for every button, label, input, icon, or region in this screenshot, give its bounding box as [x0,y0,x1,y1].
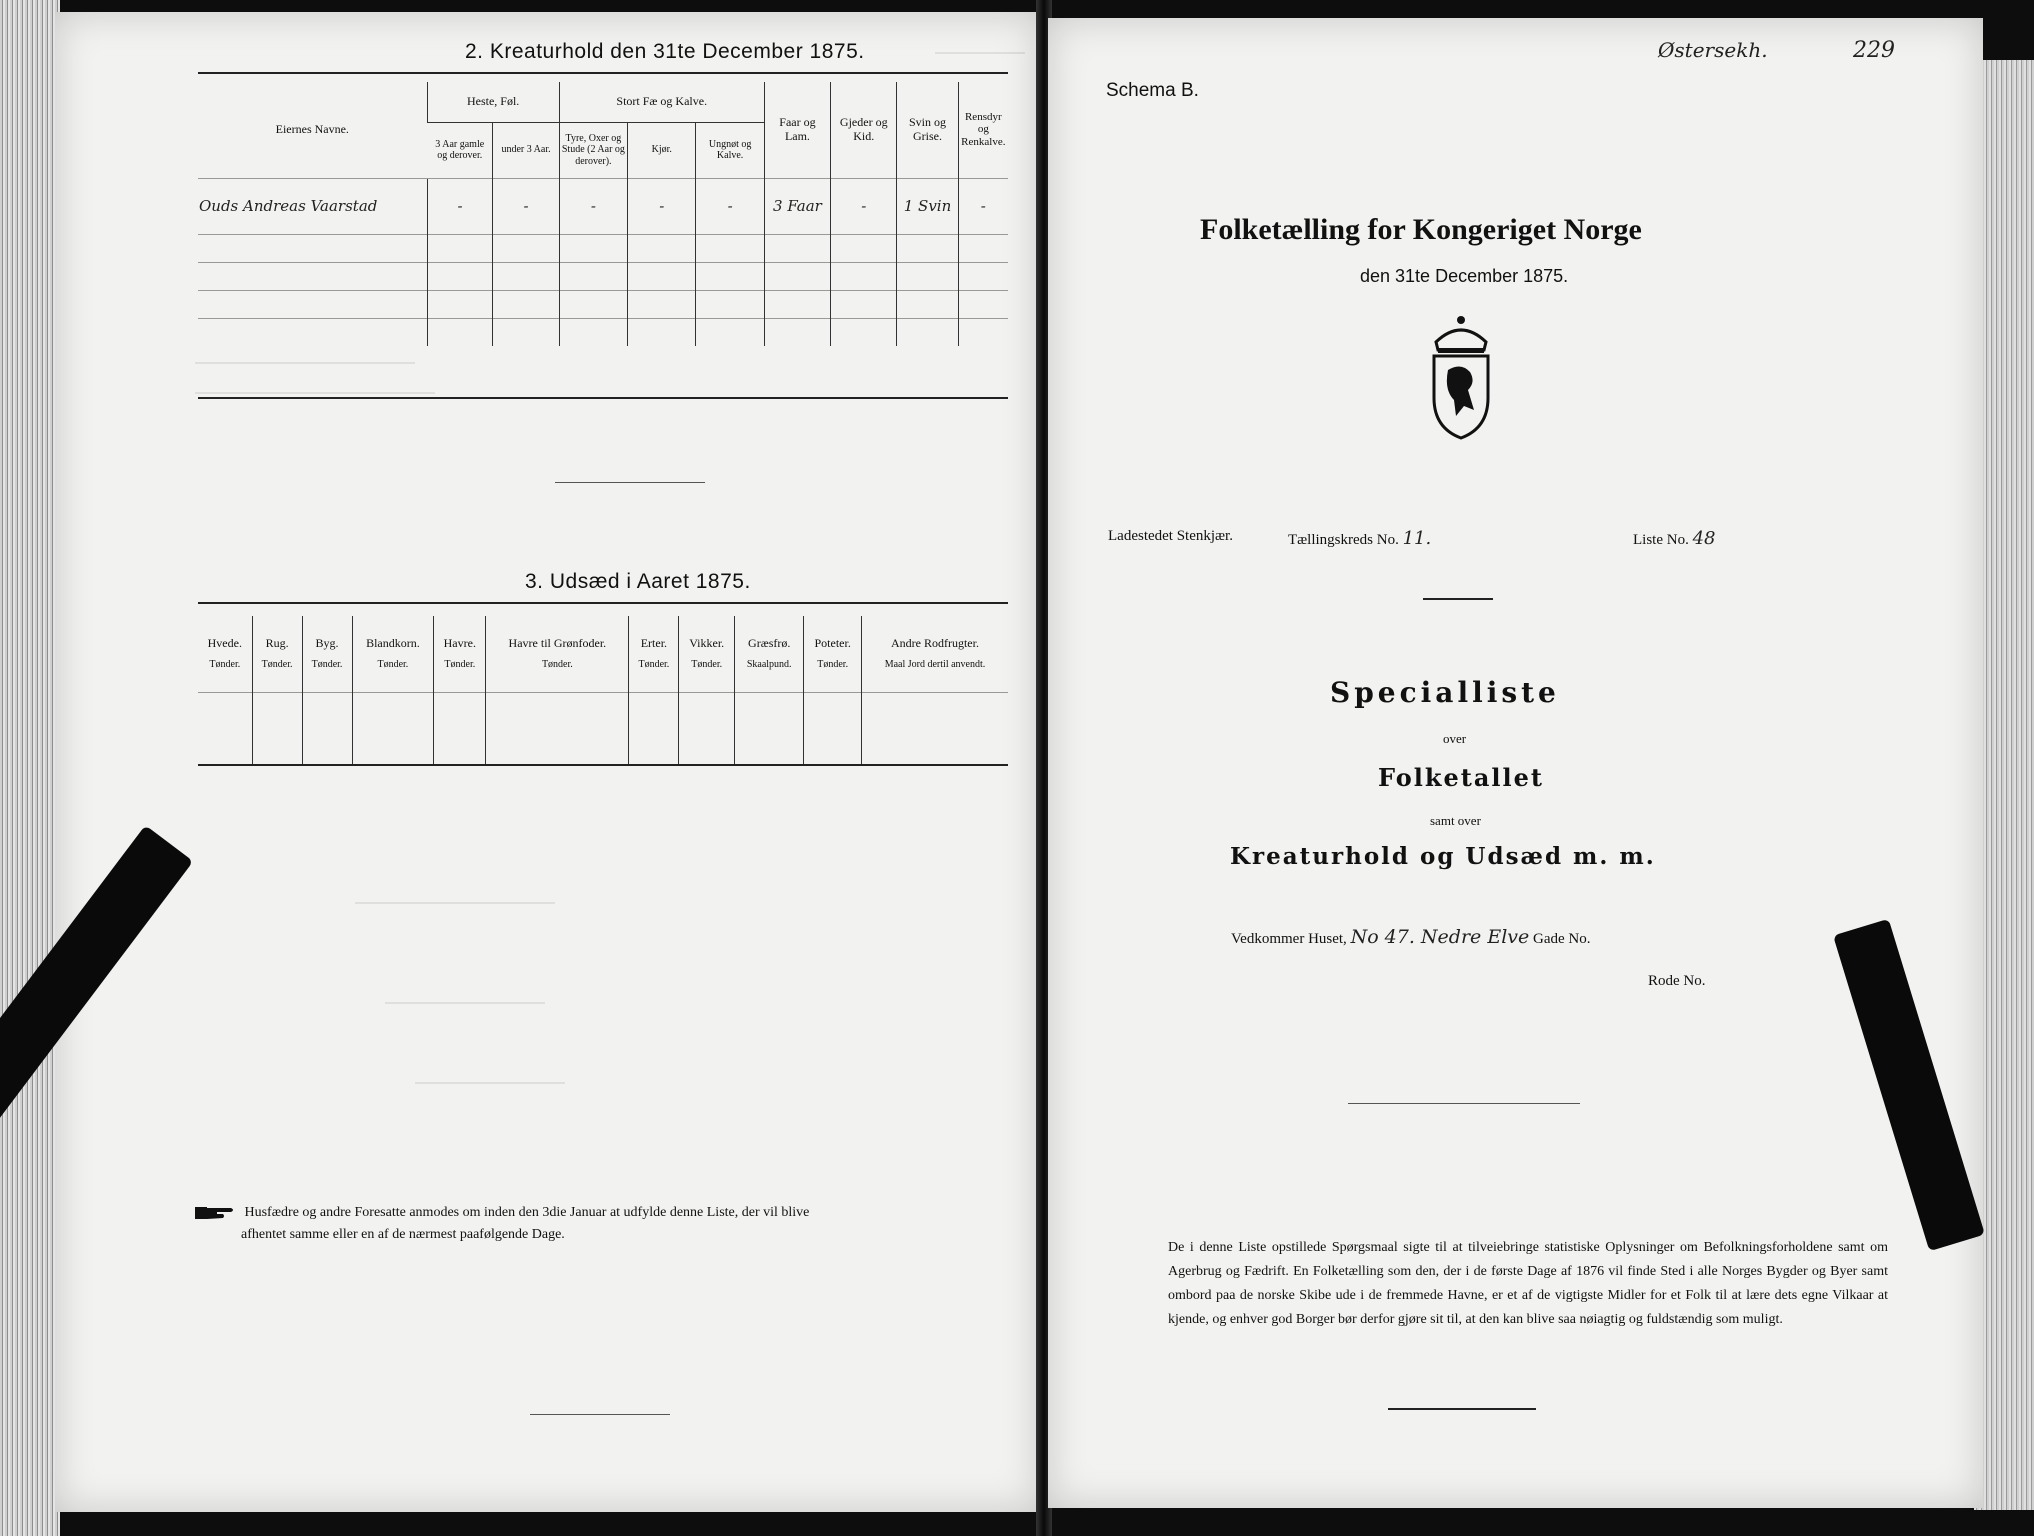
gjeder-header: Gjeder og Kid. [831,82,897,178]
cell: - [493,178,559,234]
sowing-header-name: Erter. [640,636,668,651]
book-edge-left [0,0,60,1536]
right-page [1048,18,1983,1508]
sowing-header [486,616,629,692]
pointing-hand-icon [195,1204,235,1222]
table-row [198,262,1008,290]
kreaturhold-title: Kreaturhold og Udsæd m. m. [1230,843,1656,870]
census-date: den 31te December 1875. [1360,266,1569,286]
over-text: over [1443,731,1467,746]
sowing-header-name: Græsfrø. [748,636,791,651]
table-row [198,178,1008,234]
table-row [198,318,1008,346]
faar-header: Faar og Lam. [764,82,830,178]
sowing-header-unit: Tønder. [691,658,723,670]
sowing-header [679,616,735,692]
sowing-header [302,616,352,692]
notice-line-2: afhentet samme eller en af de nærmest paafølgende Dage. [241,1227,565,1242]
sowing-header-unit: Tønder. [444,658,476,670]
sowing-header-name: Havre. [443,636,476,651]
ladested-label: Ladestedet [1108,528,1173,544]
samt-over-text: samt over [1430,813,1481,828]
book-edge-right [1974,60,2034,1510]
table-row [198,234,1008,262]
notice [195,1202,809,1246]
fae-sub2: Kjør. [628,122,696,178]
sowing-header-name: Blandkorn. [366,636,420,651]
sowing-cell [252,692,302,764]
table-row [198,290,1008,318]
section-2-title: 2. Kreaturhold den 31te December 1875. [465,40,865,63]
vedkommer-field [1231,926,1590,948]
sowing-header-unit: Skaalpund. [746,658,792,670]
cell: - [831,178,897,234]
sowing-cell [804,692,862,764]
sowing-header [629,616,679,692]
sowing-cell [629,692,679,764]
coat-of-arms-icon [1426,310,1496,440]
sowing-header-unit: Tønder. [261,658,293,670]
sowing-cell [198,692,252,764]
sowing-cell [735,692,804,764]
sowing-cell [486,692,629,764]
sowing-cell [434,692,486,764]
corner-note: Østersekh. [1658,38,1768,62]
sowing-cell [861,692,1008,764]
heste-sub2: under 3 Aar. [493,122,559,178]
gade-label: Gade No. [1533,931,1591,947]
fae-sub1: Tyre, Oxer og Stude (2 Aar og derover). [559,122,627,178]
schema-label: Schema B. [1106,80,1199,101]
sowing-table [198,616,1008,764]
ladested-value: Stenkjær. [1176,528,1233,544]
cell: - [958,178,1008,234]
left-page [55,12,1040,1512]
ladested-field [1108,528,1233,545]
sowing-header-unit: Tønder. [817,658,849,670]
sowing-header-unit: Tønder. [311,658,343,670]
cell: - [559,178,627,234]
svin-header: Svin og Grise. [897,82,958,178]
svin-cell: 1 Svin [897,178,958,234]
folketallet-title: Folketallet [1378,763,1544,792]
liste-field [1633,528,1715,549]
sowing-header-name: Rug. [265,636,289,651]
liste-value: 48 [1692,528,1716,549]
specialliste-title: Specialliste [1330,676,1560,709]
sowing-header [252,616,302,692]
kreds-label: Tællingskreds No. [1288,532,1399,548]
owner-header: Eiernes Navne. [275,121,349,136]
sowing-header-name: Andre Rodfrugter. [890,636,979,651]
sowing-cell [679,692,735,764]
sowing-header-name: Hvede. [207,636,242,651]
stort-fae-header: Stort Fæ og Kalve. [559,82,764,122]
sowing-header [735,616,804,692]
page-number: 229 [1853,38,1895,63]
sowing-cell [352,692,434,764]
sowing-header-name: Havre til Grønfoder. [508,636,607,651]
rensdyr-header: Rensdyr og Renkalve. [958,82,1008,178]
faar-cell: 3 Faar [764,178,830,234]
sowing-header [198,616,252,692]
kreds-field [1288,528,1431,549]
explanatory-paragraph: De i denne Liste opstillede Spørgsmaal sigte til at tilveiebringe statistiske Oplysninger om Befolkningsforholdene samt om Agerbrug og Fædrift. En Folketælling som den, der i de første Dage af 1876 vil finde Sted i alle Norges Bygder og Byer samt ombord paa de norske Skibe ude i de fremmede Havne, er et af de vigtigste Midler for et Folk til at lære dets egne Vilkaar at kjende, og enhver god Borger bør derfor gjøre sit til, at den kan blive saa nøiagtig og fuldstændig som muligt. [1168,1240,1888,1327]
sowing-header-unit: Tønder. [209,658,241,670]
heste-header: Heste, Føl. [427,82,559,122]
cell: - [427,178,493,234]
table-row [198,692,1008,764]
sowing-header-unit: Tønder. [377,658,409,670]
sowing-header-name: Poteter. [814,636,851,651]
sowing-header [352,616,434,692]
sowing-header [861,616,1008,692]
sowing-header-unit: Maal Jord dertil anvendt. [884,658,986,670]
heste-sub1: 3 Aar gamle og derover. [427,122,493,178]
sowing-header-unit: Tønder. [638,658,670,670]
sowing-header-name: Vikker. [689,636,725,651]
rode-label: Rode No. [1648,973,1706,989]
vedkommer-label: Vedkommer Huset, [1231,931,1347,947]
fae-sub3: Ungnøt og Kalve. [696,122,764,178]
sowing-header [434,616,486,692]
liste-label: Liste No. [1633,532,1689,548]
notice-line-1: Husfædre og andre Foresatte anmodes om inden den 3die Januar at udfylde denne Liste, der vil blive [244,1205,810,1220]
section-3-title: 3. Udsæd i Aaret 1875. [525,570,751,593]
kreds-value: 11. [1402,528,1432,549]
main-title: Folketælling for Kongeriget Norge [1200,213,1642,246]
sowing-header [804,616,862,692]
cell: - [696,178,764,234]
cell: - [628,178,696,234]
sowing-cell [302,692,352,764]
owner-cell: Ouds Andreas Vaarstad [198,178,427,234]
sowing-header-name: Byg. [315,636,339,651]
livestock-table [198,82,1008,346]
vedkommer-value: No 47. Nedre Elve [1350,926,1530,948]
sowing-header-unit: Tønder. [541,658,573,670]
